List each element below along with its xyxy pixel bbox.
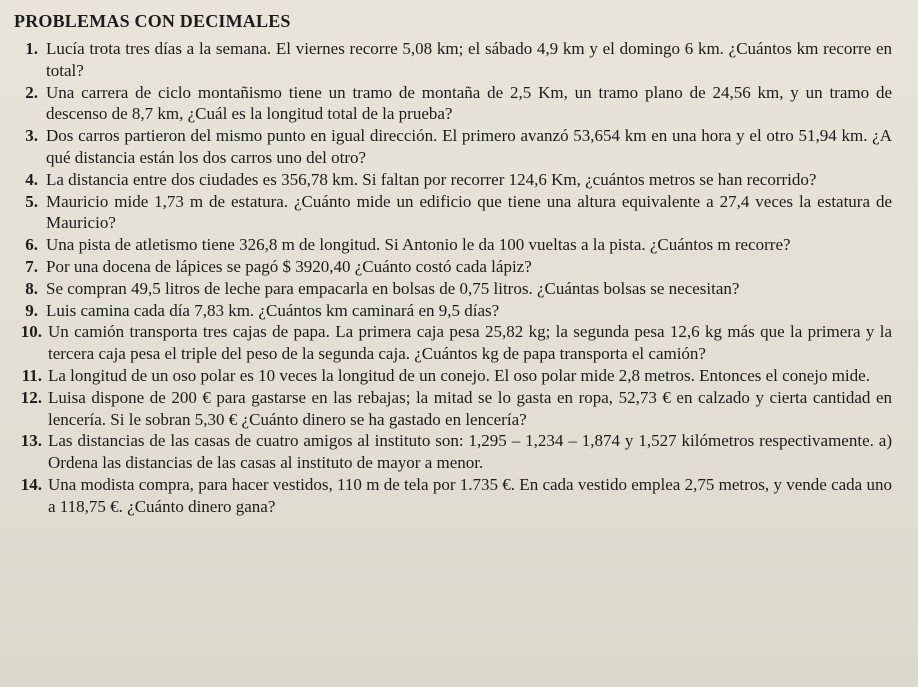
- problem-number: 1.: [25, 39, 38, 58]
- problem-number: 3.: [25, 126, 38, 146]
- problem-item: [14, 278, 892, 300]
- problem-number: 10.: [20, 322, 42, 342]
- problem-item: [14, 300, 892, 322]
- problem-number: 12.: [20, 387, 42, 407]
- problem-item: [14, 474, 892, 518]
- problem-item: [14, 169, 892, 191]
- problem-text: Una carrera de ciclo montañismo tiene un tramo de montaña de 2,5 Km, un tramo plano de 24,56 km, y un tramo de descenso de 8,7 km, ¿Cuál es la longitud total de la prueba?: [46, 82, 892, 124]
- problem-item: [14, 82, 892, 126]
- problem-item: [14, 321, 892, 365]
- problem-item: [14, 38, 892, 82]
- problem-item: [14, 234, 892, 256]
- problem-number: 8.: [25, 278, 38, 298]
- problem-item: [14, 256, 892, 278]
- problem-text: Mauricio mide 1,73 m de estatura. ¿Cuánto mide un edificio que tiene una altura equivalente a 27,4 veces la estatura de Mauricio?: [46, 191, 892, 233]
- problem-number: 7.: [25, 256, 38, 276]
- problem-list: [14, 38, 892, 518]
- problem-number: 6.: [25, 235, 38, 255]
- problem-item: [14, 430, 892, 474]
- problem-text: Luis camina cada día 7,83 km. ¿Cuántos km caminará en 9,5 días?: [46, 300, 500, 320]
- problem-text: La distancia entre dos ciudades es 356,78 km. Si faltan por recorrer 124,6 Km, ¿cuántos metros se han recorrido?: [46, 169, 817, 189]
- problem-text: Una modista compra, para hacer vestidos, 110 m de tela por 1.735 €. En cada vestido emplea 2,75 metros, y vende cada uno a 118,75 €. ¿Cuánto dinero gana?: [48, 474, 892, 516]
- problem-item: [14, 365, 892, 387]
- problem-text: Dos carros partieron del mismo punto en igual dirección. El primero avanzó 53,654 km en una hora y el otro 51,94 km. ¿A qué distancia están los dos carros uno del otro?: [46, 126, 892, 167]
- problem-text: Un camión transporta tres cajas de papa. La primera caja pesa 25,82 kg; la segunda pesa 12,6 kg más que la primera y la tercera caja pesa el triple del peso de la segunda caja. ¿Cuántos kg de papa transporta el camión?: [48, 322, 892, 364]
- problem-text: La longitud de un oso polar es 10 veces la longitud de un conejo. El oso polar mide 2,8 metros. Entonces el conejo mide.: [48, 365, 870, 385]
- problem-text: Lucía trota tres días a la semana. El viernes recorre 5,08 km; el sábado 4,9 km y el domingo 6 km. ¿Cuántos km recorre en total?: [46, 39, 892, 80]
- problem-text: Una pista de atletismo tiene 326,8 m de longitud. Si Antonio le da 100 vueltas a la pista. ¿Cuántos m recorre?: [46, 235, 791, 255]
- problem-text: Luisa dispone de 200 € para gastarse en las rebajas; la mitad se lo gasta en ropa, 52,73 € en calzado y cierta cantidad en lencería. Si le sobran 5,30 € ¿Cuánto dinero se ha gastado en lencería?: [48, 387, 892, 429]
- problem-number: 4.: [25, 169, 38, 189]
- page-title: PROBLEMAS CON DECIMALES: [14, 11, 291, 31]
- problem-text: Por una docena de lápices se pagó $ 3920,40 ¿Cuánto costó cada lápiz?: [46, 256, 532, 276]
- problem-number: 5.: [25, 191, 38, 211]
- problem-text: Se compran 49,5 litros de leche para empacarla en bolsas de 0,75 litros. ¿Cuántas bolsas se necesitan?: [46, 278, 740, 298]
- problem-number: 11.: [21, 365, 42, 385]
- problem-number: 9.: [25, 300, 38, 320]
- problem-item: [14, 191, 892, 235]
- problem-item: [14, 387, 892, 431]
- problem-text: Las distancias de las casas de cuatro amigos al instituto son: 1,295 – 1,234 – 1,874 y 1,527 kilómetros respectivamente. a) Ordena las distancias de las casas al instituto de mayor a menor.: [48, 431, 892, 473]
- problem-number: 14.: [20, 474, 42, 494]
- problem-item: [14, 125, 892, 169]
- problem-number: 13.: [20, 431, 42, 451]
- problem-number: 2.: [25, 82, 38, 102]
